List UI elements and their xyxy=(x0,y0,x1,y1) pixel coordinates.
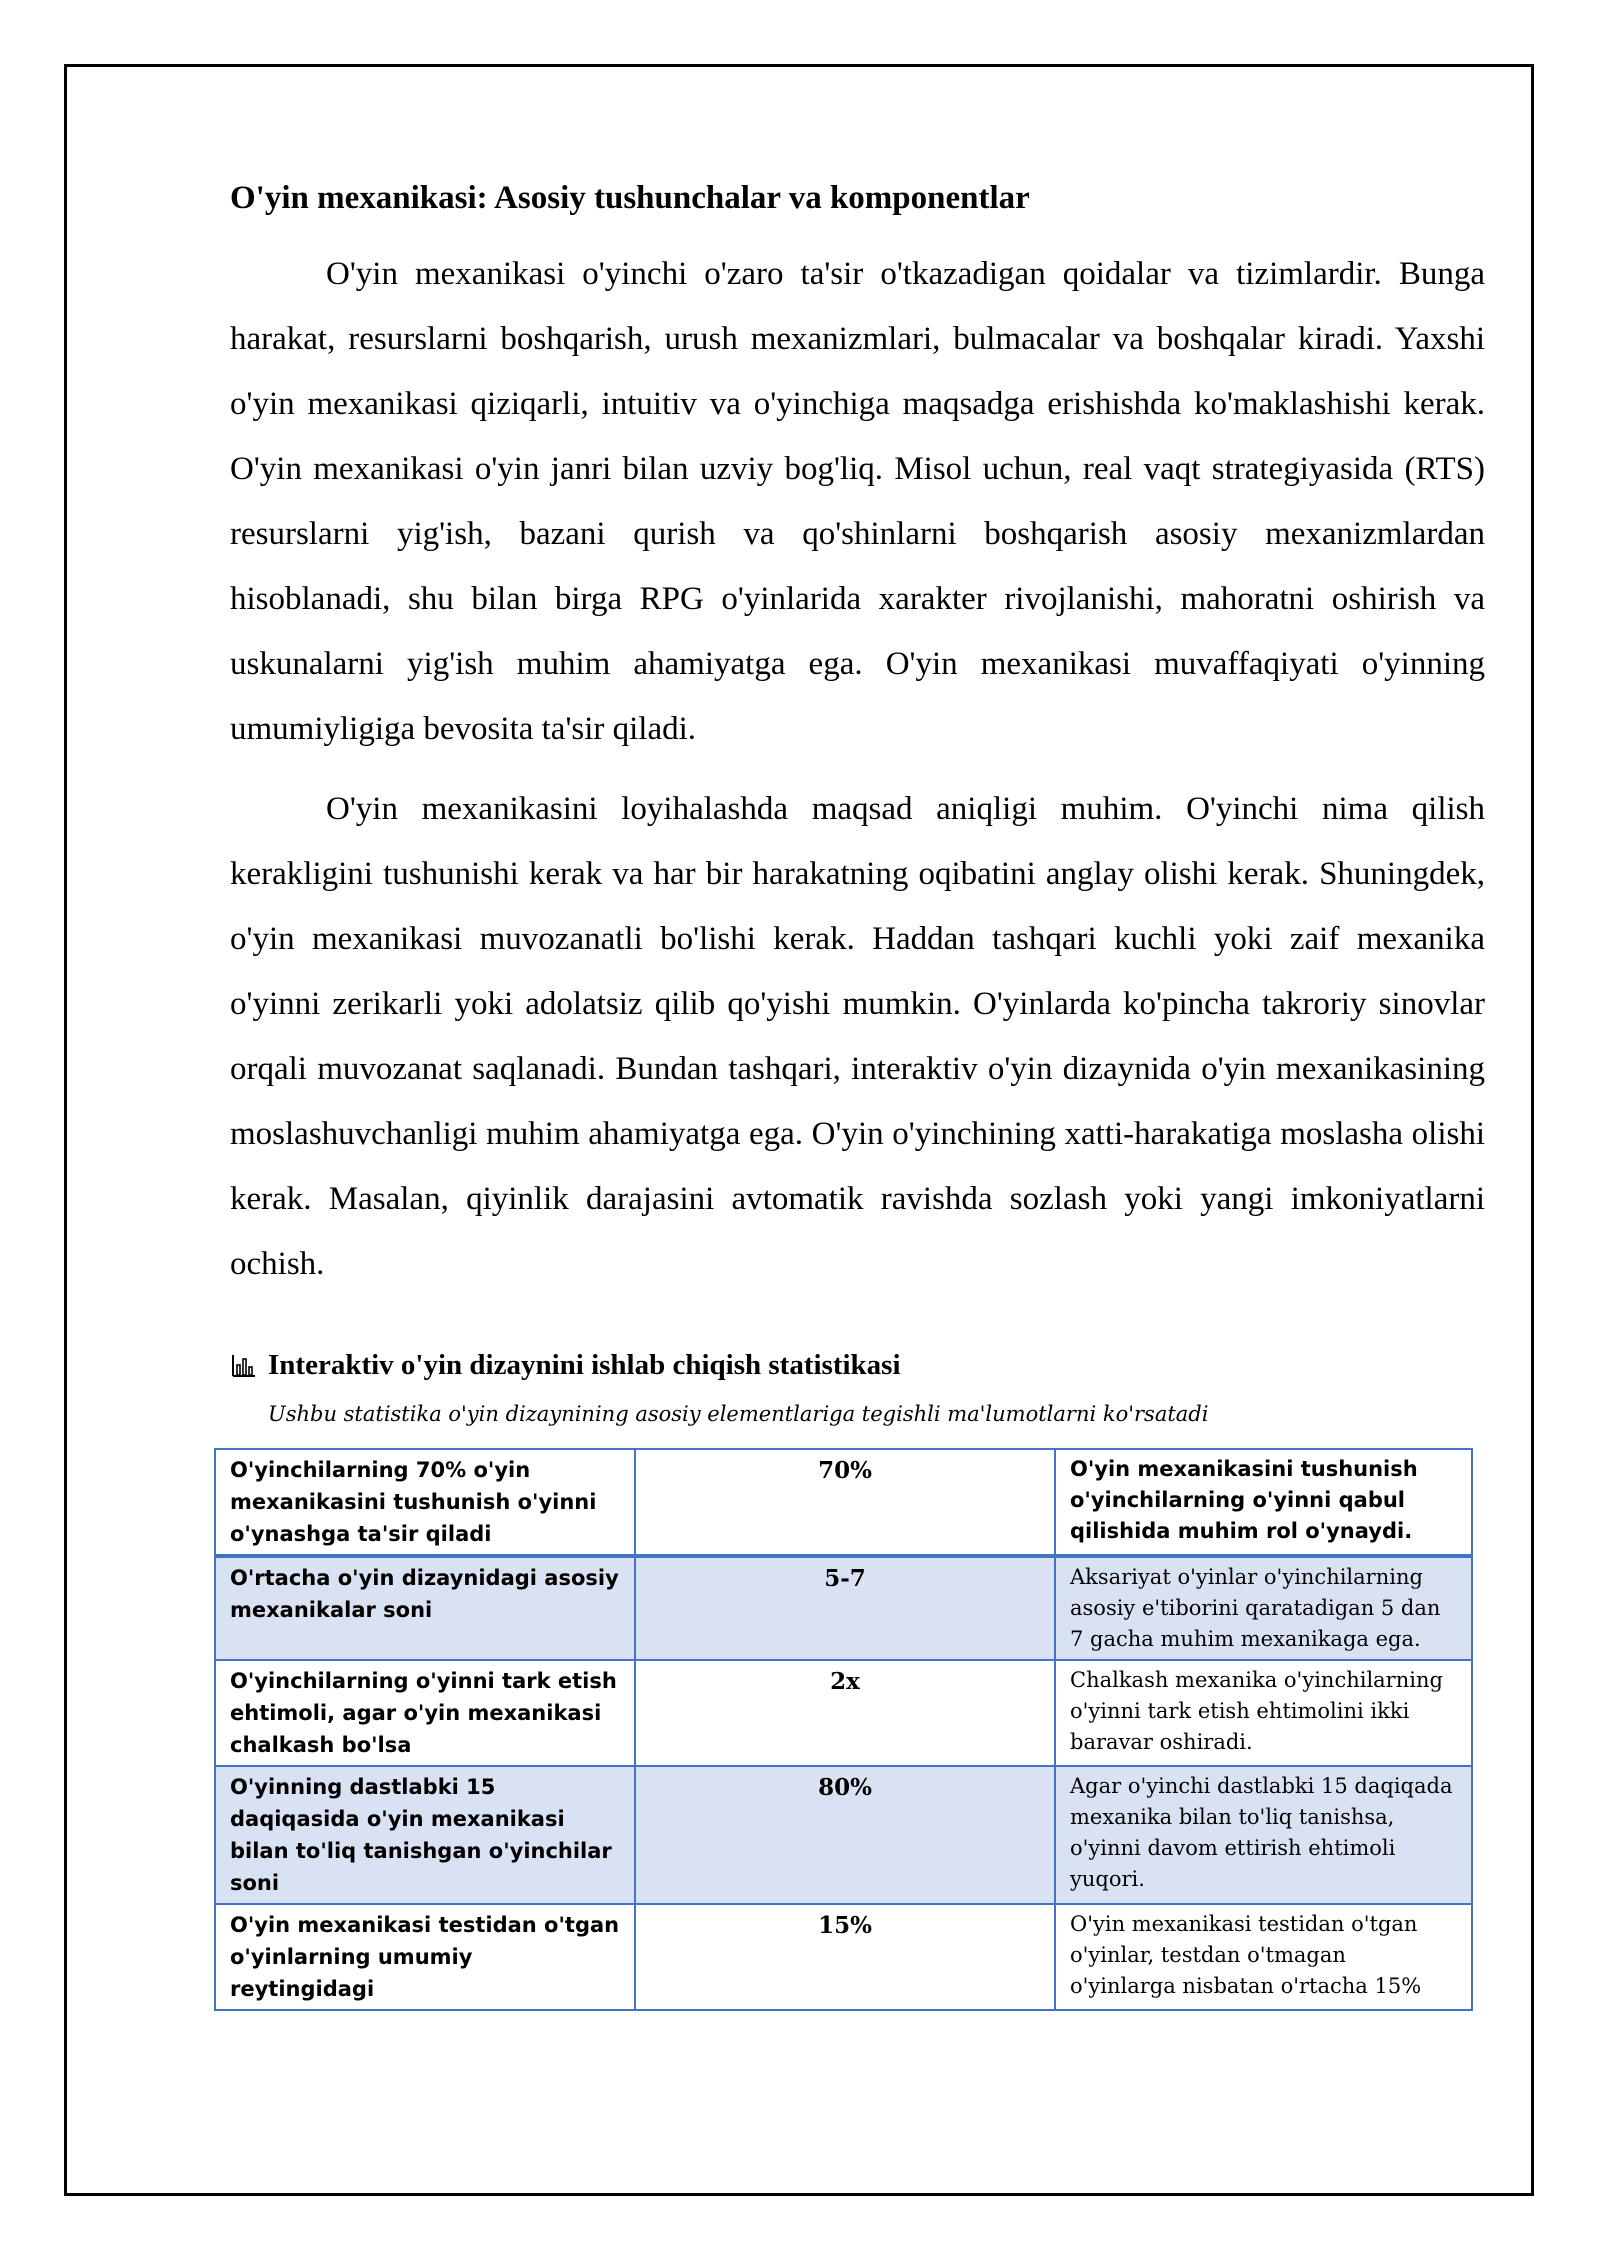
row-value: 2x xyxy=(635,1660,1055,1766)
paragraph-2: O'yin mexanikasini loyihalashda maqsad aniqligi muhim. O'yinchi nima qilish kerakligini tushunishi kerak va har bir harakatning oqibatini anglay olishi kerak. Shuningdek, o'yin mexanikasi muvozanatli bo'lishi kerak. Haddan tashqari kuchli yoki zaif mexanika o'yinni zerikarli yoki adolatsiz qilib qo'yishi mumkin. O'yinlarda ko'pincha takroriy sinovlar orqali muvozanat saqlanadi. Bundan tashqari, interaktiv o'yin dizaynida o'yin mexanikasining moslashuvchanligi muhim ahamiyatga ega. O'yin o'yinchining xatti-harakatiga moslasha olishi kerak. Masalan, qiyinlik darajasini avtomatik ravishda sozlash yoki yangi imkoniyatlarni ochish. xyxy=(230,791,1485,1282)
paragraph-1: O'yin mexanikasi o'yinchi o'zaro ta'sir o'tkazadigan qoidalar va tizimlardir. Bunga harakat, resurslarni boshqarish, urush mexanizmlari, bulmacalar va boshqalar kiradi. Yaxshi o'yin mexanikasi qiziqarli, intuitiv va o'yinchiga maqsadga erishishda ko'maklashishi kerak. O'yin mexanikasi o'yin janri bilan uzviy bog'liq. Misol uchun, real vaqt strategiyasida (RTS) resurslarni yig'ish, bazani qurish va qo'shinlarni boshqarish asosiy mexanizmlardan hisoblanadi, shu bilan birga RPG o'yinlarida xarakter rivojlanishi, mahoratni oshirish va uskunalarni yig'ish muhim ahamiyatga ega. O'yin mexanikasi muvaffaqiyati o'yinning umumiyligiga bevosita ta'sir qiladi. xyxy=(230,256,1485,747)
row-value: 70% xyxy=(635,1449,1055,1556)
stats-heading-text: Interaktiv o'yin dizaynini ishlab chiqish statistikasi xyxy=(268,1349,901,1381)
row-label: O'yinchilarning 70% o'yin mexanikasini tushunish o'yinni o'ynashga ta'sir qiladi xyxy=(215,1449,635,1556)
row-note: O'yin mexanikasi testidan o'tgan o'yinlar, testdan o'tmagan o'yinlarga nisbatan o'rtacha 15% xyxy=(1055,1904,1472,2010)
row-value: 5-7 xyxy=(635,1556,1055,1660)
row-note: Aksariyat o'yinlar o'yinchilarning asosiy e'tiborini qaratadigan 5 dan 7 gacha muhim mexanikaga ega. xyxy=(1055,1556,1472,1660)
table-row xyxy=(215,1660,1472,1766)
document-title: O'yin mexanikasi: Asosiy tushunchalar va komponentlar xyxy=(230,180,1030,216)
stats-table xyxy=(214,1448,1473,2011)
stats-heading xyxy=(230,1349,1485,1382)
row-label: O'yin mexanikasi testidan o'tgan o'yinlarning umumiy reytingidagi xyxy=(215,1904,635,2010)
row-value: 15% xyxy=(635,1904,1055,2010)
document-body xyxy=(230,168,1485,2011)
row-note: O'yin mexanikasini tushunish o'yinchilarning o'yinni qabul qilishida muhim rol o'ynaydi. xyxy=(1055,1449,1472,1556)
row-value: 80% xyxy=(635,1766,1055,1904)
row-note: Agar o'yinchi dastlabki 15 daqiqada mexanika bilan to'liq tanishsa, o'yinni davom ettirish ehtimoli yuqori. xyxy=(1055,1766,1472,1904)
table-row xyxy=(215,1556,1472,1660)
table-row xyxy=(215,1766,1472,1904)
table-row xyxy=(215,1449,1472,1556)
row-label: O'yinchilarning o'yinni tark etish ehtimoli, agar o'yin mexanikasi chalkash bo'lsa xyxy=(215,1660,635,1766)
row-note: Chalkash mexanika o'yinchilarning o'yinni tark etish ehtimolini ikki baravar oshiradi. xyxy=(1055,1660,1472,1766)
row-label: O'rtacha o'yin dizaynidagi asosiy mexanikalar soni xyxy=(215,1556,635,1660)
bar-chart-icon xyxy=(230,1353,256,1379)
table-row xyxy=(215,1904,1472,2010)
stats-subtitle: Ushbu statistika o'yin dizaynining asosiy elementlariga tegishli ma'lumotlarni ko'rsatadi xyxy=(268,1402,1209,1426)
row-label: O'yinning dastlabki 15 daqiqasida o'yin mexanikasi bilan to'liq tanishgan o'yinchilar soni xyxy=(215,1766,635,1904)
